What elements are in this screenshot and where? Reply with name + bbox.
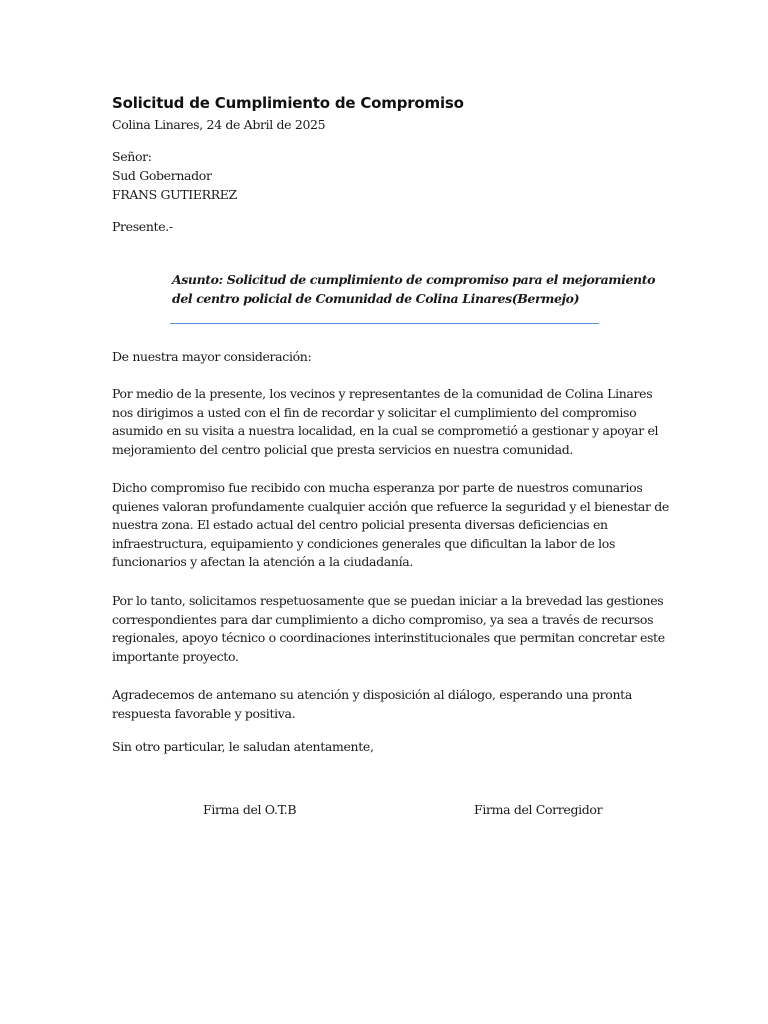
- paragraph-line: correspondientes para dar cumplimiento a dicho compromiso, ya sea a través de recursos: [112, 611, 654, 627]
- paragraph-line: importante proyecto.: [112, 648, 239, 664]
- paragraph-line: nuestra zona. El estado actual del centro policial presenta diversas deficiencias en: [112, 517, 608, 532]
- recipient-position: Sud Gobernador: [112, 168, 212, 183]
- paragraph-line: nos dirigimos a usted con el fin de recordar y solicitar el cumplimiento del compromiso: [112, 404, 637, 420]
- recipient-salutation: Señor:: [112, 149, 152, 164]
- paragraph-4: [112, 686, 632, 723]
- presente-line: Presente.-: [112, 219, 173, 234]
- paragraph-line: Dicho compromiso fue recibido con mucha esperanza por parte de nuestros comunarios: [112, 480, 643, 495]
- paragraph-line: mejoramiento del centro policial que presta servicios en nuestra comunidad.: [112, 441, 574, 457]
- paragraph-line: infraestructura, equipamiento y condiciones generales que dificultan la labor de los: [112, 535, 616, 551]
- subject-block: [172, 270, 655, 308]
- paragraph-line: respuesta favorable y positiva.: [112, 705, 296, 721]
- paragraph-line: Por lo tanto, solicitamos respetuosamente que se puedan iniciar a la brevedad las gestiones: [112, 593, 664, 608]
- paragraph-line: quienes valoran profundamente cualquier acción que refuerce la seguridad y el bienestar de: [112, 498, 669, 514]
- paragraph-line: Por medio de la presente, los vecinos y representantes de la comunidad de Colina Linares: [112, 386, 653, 401]
- paragraph-line: regionales, apoyo técnico o coordinaciones interinstitucionales que permitan concretar este: [112, 630, 665, 645]
- greeting: De nuestra mayor consideración:: [112, 349, 312, 364]
- subject-underline: [170, 323, 599, 324]
- paragraph-1: [112, 385, 658, 459]
- paragraph-line: asumido en su visita a nuestra localidad, en la cual se comprometió a gestionar y apoyar el: [112, 423, 659, 438]
- signature-otb: Firma del O.T.B: [203, 802, 297, 817]
- subject-line: Asunto: Solicitud de cumplimiento de compromiso para el mejoramiento: [172, 272, 656, 287]
- paragraph-line: Agradecemos de antemano su atención y disposición al diálogo, esperando una pronta: [112, 687, 632, 702]
- paragraph-line: funcionarios y afectan la atención a la ciudadanía.: [112, 554, 413, 569]
- letter-title: Solicitud de Cumplimiento de Compromiso: [112, 94, 464, 112]
- recipient-name: FRANS GUTIERREZ: [112, 187, 237, 202]
- closing-line: Sin otro particular, le saludan atentamente,: [112, 739, 374, 754]
- subject-line: del centro policial de Comunidad de Colina Linares(Bermejo): [172, 291, 580, 306]
- paragraph-2: [112, 479, 669, 572]
- signature-corregidor: Firma del Corregidor: [474, 802, 603, 817]
- place-date: Colina Linares, 24 de Abril de 2025: [112, 117, 326, 132]
- paragraph-3: [112, 592, 665, 666]
